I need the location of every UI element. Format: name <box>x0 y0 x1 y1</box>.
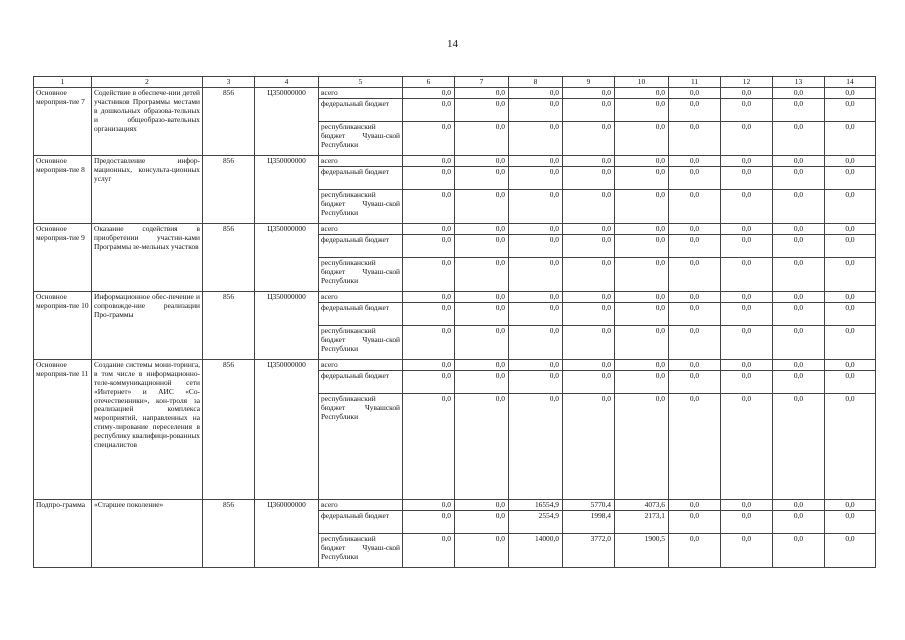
amount-cell: 0,0 <box>455 394 509 500</box>
amount-cell: 0,0 <box>563 235 615 258</box>
amount-cell: 0,0 <box>773 190 825 224</box>
amount-cell: 0,0 <box>403 224 455 235</box>
grbs-code: 856 <box>203 88 255 156</box>
amount-cell: 0,0 <box>825 534 876 568</box>
amount-cell: 0,0 <box>509 303 563 326</box>
amount-cell: 0,0 <box>721 534 773 568</box>
funding-source-label: республиканский бюджет Чуваш-ской Республики <box>319 190 403 224</box>
amount-cell: 0,0 <box>721 99 773 122</box>
funding-source-label: всего <box>319 500 403 511</box>
amount-cell: 0,0 <box>403 190 455 224</box>
amount-cell: 0,0 <box>669 500 721 511</box>
activity-row <box>34 156 876 167</box>
amount-cell: 0,0 <box>825 500 876 511</box>
amount-cell: 2173,1 <box>615 511 669 534</box>
amount-cell: 0,0 <box>721 167 773 190</box>
amount-cell: 0,0 <box>721 292 773 303</box>
amount-cell: 0,0 <box>509 394 563 500</box>
amount-cell: 0,0 <box>615 88 669 99</box>
amount-cell: 0,0 <box>825 258 876 292</box>
amount-cell: 0,0 <box>615 292 669 303</box>
amount-cell: 0,0 <box>615 224 669 235</box>
column-number: 1 <box>34 77 92 88</box>
amount-cell: 0,0 <box>509 167 563 190</box>
amount-cell: 0,0 <box>773 122 825 156</box>
amount-cell: 0,0 <box>721 371 773 394</box>
column-number: 4 <box>255 77 319 88</box>
column-number-row <box>34 77 876 88</box>
amount-cell: 0,0 <box>403 122 455 156</box>
amount-cell: 0,0 <box>773 235 825 258</box>
amount-cell: 0,0 <box>455 534 509 568</box>
amount-cell: 0,0 <box>615 303 669 326</box>
amount-cell: 0,0 <box>669 190 721 224</box>
amount-cell: 0,0 <box>773 360 825 371</box>
amount-cell: 0,0 <box>615 235 669 258</box>
amount-cell: 0,0 <box>509 258 563 292</box>
grbs-code: 856 <box>203 224 255 292</box>
activity-row <box>34 224 876 235</box>
column-number: 9 <box>563 77 615 88</box>
amount-cell: 0,0 <box>669 258 721 292</box>
amount-cell: 0,0 <box>721 258 773 292</box>
amount-cell: 0,0 <box>455 88 509 99</box>
amount-cell: 0,0 <box>455 235 509 258</box>
amount-cell: 0,0 <box>669 224 721 235</box>
amount-cell: 0,0 <box>825 99 876 122</box>
activity-type: Подпро-грамма <box>34 500 92 568</box>
amount-cell: 0,0 <box>403 394 455 500</box>
activity-type: Основное мероприя-тие 10 <box>34 292 92 360</box>
column-number: 3 <box>203 77 255 88</box>
amount-cell: 0,0 <box>563 303 615 326</box>
column-number: 8 <box>509 77 563 88</box>
amount-cell: 1900,5 <box>615 534 669 568</box>
amount-cell: 0,0 <box>563 371 615 394</box>
amount-cell: 0,0 <box>825 224 876 235</box>
funding-source-label: федеральный бюджет <box>319 235 403 258</box>
funding-source-label: республиканский бюджет Чуваш-ской Республики <box>319 326 403 360</box>
amount-cell: 0,0 <box>615 156 669 167</box>
amount-cell: 0,0 <box>403 99 455 122</box>
amount-cell: 0,0 <box>825 156 876 167</box>
amount-cell: 0,0 <box>403 534 455 568</box>
column-number: 11 <box>669 77 721 88</box>
amount-cell: 0,0 <box>669 167 721 190</box>
amount-cell: 0,0 <box>455 122 509 156</box>
amount-cell: 0,0 <box>455 190 509 224</box>
amount-cell: 0,0 <box>721 190 773 224</box>
amount-cell: 0,0 <box>455 360 509 371</box>
funding-source-label: всего <box>319 224 403 235</box>
amount-cell: 0,0 <box>455 156 509 167</box>
activity-name: Создание системы мони-торинга, в том числе в информационно-теле-коммуникационной сети «Интернет» и АИС «Со-отечественники», кон-троля за реализацией комплекса мероприятий, направленных на стиму-лирование переселения в республику квалифици-рованных специалистов <box>92 360 203 500</box>
amount-cell: 0,0 <box>509 190 563 224</box>
funding-source-label: федеральный бюджет <box>319 303 403 326</box>
amount-cell: 0,0 <box>455 500 509 511</box>
amount-cell: 0,0 <box>403 292 455 303</box>
funding-source-label: федеральный бюджет <box>319 99 403 122</box>
funding-source-label: всего <box>319 88 403 99</box>
amount-cell: 0,0 <box>403 303 455 326</box>
activity-type: Основное мероприя-тие 8 <box>34 156 92 224</box>
amount-cell: 0,0 <box>825 371 876 394</box>
grbs-code: 856 <box>203 292 255 360</box>
amount-cell: 0,0 <box>773 326 825 360</box>
amount-cell: 0,0 <box>563 292 615 303</box>
amount-cell: 0,0 <box>615 394 669 500</box>
amount-cell: 0,0 <box>721 511 773 534</box>
amount-cell: 0,0 <box>773 258 825 292</box>
amount-cell: 2554,9 <box>509 511 563 534</box>
amount-cell: 0,0 <box>563 224 615 235</box>
amount-cell: 0,0 <box>509 224 563 235</box>
amount-cell: 0,0 <box>825 122 876 156</box>
amount-cell: 0,0 <box>721 303 773 326</box>
amount-cell: 0,0 <box>669 394 721 500</box>
amount-cell: 0,0 <box>509 371 563 394</box>
amount-cell: 0,0 <box>403 167 455 190</box>
activity-name: Оказание содействия в приобретении участни-ками Программы зе-мельных участков <box>92 224 203 292</box>
amount-cell: 0,0 <box>615 99 669 122</box>
amount-cell: 0,0 <box>773 99 825 122</box>
amount-cell: 0,0 <box>403 511 455 534</box>
amount-cell: 0,0 <box>773 500 825 511</box>
amount-cell: 0,0 <box>563 167 615 190</box>
amount-cell: 0,0 <box>721 156 773 167</box>
amount-cell: 0,0 <box>825 511 876 534</box>
funding-source-label: республиканский бюджет Чувашской Республики <box>319 394 403 500</box>
amount-cell: 0,0 <box>773 534 825 568</box>
column-number: 7 <box>455 77 509 88</box>
amount-cell: 0,0 <box>455 292 509 303</box>
page-number: 14 <box>447 38 458 50</box>
amount-cell: 0,0 <box>403 258 455 292</box>
amount-cell: 0,0 <box>825 88 876 99</box>
amount-cell: 0,0 <box>615 360 669 371</box>
activity-name: «Старшее поколение» <box>92 500 203 568</box>
amount-cell: 0,0 <box>669 303 721 326</box>
activity-type: Основное мероприя-тие 11 <box>34 360 92 500</box>
grbs-code: 856 <box>203 360 255 500</box>
activity-type: Основное мероприя-тие 7 <box>34 88 92 156</box>
amount-cell: 0,0 <box>563 88 615 99</box>
amount-cell: 0,0 <box>563 156 615 167</box>
amount-cell: 0,0 <box>825 326 876 360</box>
amount-cell: 1998,4 <box>563 511 615 534</box>
amount-cell: 0,0 <box>563 258 615 292</box>
amount-cell: 0,0 <box>773 303 825 326</box>
amount-cell: 0,0 <box>825 190 876 224</box>
activity-name: Информационное обес-печение и сопровожде-ние реализации Про-граммы <box>92 292 203 360</box>
amount-cell: 0,0 <box>403 156 455 167</box>
funding-source-label: республиканский бюджет Чуваш-ской Республики <box>319 122 403 156</box>
amount-cell: 0,0 <box>563 99 615 122</box>
amount-cell: 0,0 <box>721 394 773 500</box>
amount-cell: 0,0 <box>721 224 773 235</box>
amount-cell: 0,0 <box>455 258 509 292</box>
funding-source-label: республиканский бюджет Чуваш-ской Республики <box>319 258 403 292</box>
amount-cell: 0,0 <box>455 99 509 122</box>
activity-type: Основное мероприя-тие 9 <box>34 224 92 292</box>
amount-cell: 0,0 <box>773 394 825 500</box>
activity-row <box>34 292 876 303</box>
amount-cell: 0,0 <box>615 326 669 360</box>
grbs-code: 856 <box>203 500 255 568</box>
amount-cell: 0,0 <box>509 326 563 360</box>
budget-code: Ц360000000 <box>255 500 319 568</box>
funding-source-label: республиканский бюджет Чуваш-ской Республики <box>319 534 403 568</box>
amount-cell: 0,0 <box>403 326 455 360</box>
amount-cell: 0,0 <box>455 326 509 360</box>
amount-cell: 0,0 <box>721 122 773 156</box>
activity-row <box>34 500 876 511</box>
amount-cell: 0,0 <box>403 88 455 99</box>
amount-cell: 0,0 <box>563 122 615 156</box>
amount-cell: 0,0 <box>403 360 455 371</box>
amount-cell: 0,0 <box>455 371 509 394</box>
amount-cell: 0,0 <box>669 534 721 568</box>
amount-cell: 0,0 <box>455 303 509 326</box>
activity-name: Предоставление инфор-мационных, консульта-ционных услуг <box>92 156 203 224</box>
amount-cell: 0,0 <box>721 88 773 99</box>
funding-source-label: федеральный бюджет <box>319 167 403 190</box>
funding-source-label: всего <box>319 360 403 371</box>
amount-cell: 0,0 <box>669 122 721 156</box>
amount-cell: 0,0 <box>825 292 876 303</box>
activity-name: Содействие в обеспече-нии детей участников Программы местами в дошкольных образова-тельных и общеобразо-вательных организациях <box>92 88 203 156</box>
amount-cell: 0,0 <box>669 360 721 371</box>
amount-cell: 0,0 <box>773 371 825 394</box>
column-number: 2 <box>92 77 203 88</box>
amount-cell: 0,0 <box>773 156 825 167</box>
amount-cell: 14000,0 <box>509 534 563 568</box>
amount-cell: 0,0 <box>509 292 563 303</box>
amount-cell: 0,0 <box>721 500 773 511</box>
amount-cell: 0,0 <box>509 360 563 371</box>
amount-cell: 0,0 <box>563 190 615 224</box>
amount-cell: 0,0 <box>773 292 825 303</box>
amount-cell: 0,0 <box>773 88 825 99</box>
column-number: 13 <box>773 77 825 88</box>
amount-cell: 0,0 <box>773 511 825 534</box>
amount-cell: 0,0 <box>669 326 721 360</box>
budget-code: Ц350000000 <box>255 156 319 224</box>
amount-cell: 16554,9 <box>509 500 563 511</box>
amount-cell: 0,0 <box>721 326 773 360</box>
activity-row <box>34 360 876 371</box>
amount-cell: 0,0 <box>825 235 876 258</box>
amount-cell: 0,0 <box>721 360 773 371</box>
budget-table <box>33 76 876 568</box>
budget-code: Ц350000000 <box>255 224 319 292</box>
amount-cell: 0,0 <box>773 167 825 190</box>
amount-cell: 0,0 <box>403 371 455 394</box>
activity-row <box>34 88 876 99</box>
amount-cell: 0,0 <box>669 235 721 258</box>
amount-cell: 0,0 <box>455 224 509 235</box>
amount-cell: 0,0 <box>669 371 721 394</box>
amount-cell: 0,0 <box>403 500 455 511</box>
amount-cell: 0,0 <box>773 224 825 235</box>
amount-cell: 0,0 <box>509 99 563 122</box>
amount-cell: 0,0 <box>615 258 669 292</box>
budget-code: Ц350000000 <box>255 292 319 360</box>
amount-cell: 3772,0 <box>563 534 615 568</box>
amount-cell: 0,0 <box>669 88 721 99</box>
column-number: 12 <box>721 77 773 88</box>
amount-cell: 0,0 <box>509 156 563 167</box>
funding-source-label: всего <box>319 156 403 167</box>
budget-code: Ц350000000 <box>255 88 319 156</box>
amount-cell: 0,0 <box>509 88 563 99</box>
budget-code: Ц350000000 <box>255 360 319 500</box>
amount-cell: 0,0 <box>825 394 876 500</box>
amount-cell: 0,0 <box>825 360 876 371</box>
amount-cell: 0,0 <box>721 235 773 258</box>
amount-cell: 0,0 <box>825 167 876 190</box>
funding-source-label: федеральный бюджет <box>319 371 403 394</box>
amount-cell: 0,0 <box>615 371 669 394</box>
column-number: 14 <box>825 77 876 88</box>
column-number: 5 <box>319 77 403 88</box>
grbs-code: 856 <box>203 156 255 224</box>
amount-cell: 0,0 <box>825 303 876 326</box>
amount-cell: 0,0 <box>563 326 615 360</box>
amount-cell: 0,0 <box>455 511 509 534</box>
amount-cell: 0,0 <box>509 122 563 156</box>
amount-cell: 0,0 <box>509 235 563 258</box>
amount-cell: 0,0 <box>669 292 721 303</box>
amount-cell: 0,0 <box>669 99 721 122</box>
amount-cell: 0,0 <box>563 360 615 371</box>
amount-cell: 0,0 <box>563 394 615 500</box>
amount-cell: 0,0 <box>615 167 669 190</box>
amount-cell: 0,0 <box>669 511 721 534</box>
amount-cell: 0,0 <box>403 235 455 258</box>
amount-cell: 0,0 <box>615 122 669 156</box>
funding-source-label: федеральный бюджет <box>319 511 403 534</box>
amount-cell: 0,0 <box>455 167 509 190</box>
column-number: 10 <box>615 77 669 88</box>
amount-cell: 4073,6 <box>615 500 669 511</box>
funding-source-label: всего <box>319 292 403 303</box>
amount-cell: 0,0 <box>669 156 721 167</box>
column-number: 6 <box>403 77 455 88</box>
amount-cell: 0,0 <box>615 190 669 224</box>
amount-cell: 5770,4 <box>563 500 615 511</box>
